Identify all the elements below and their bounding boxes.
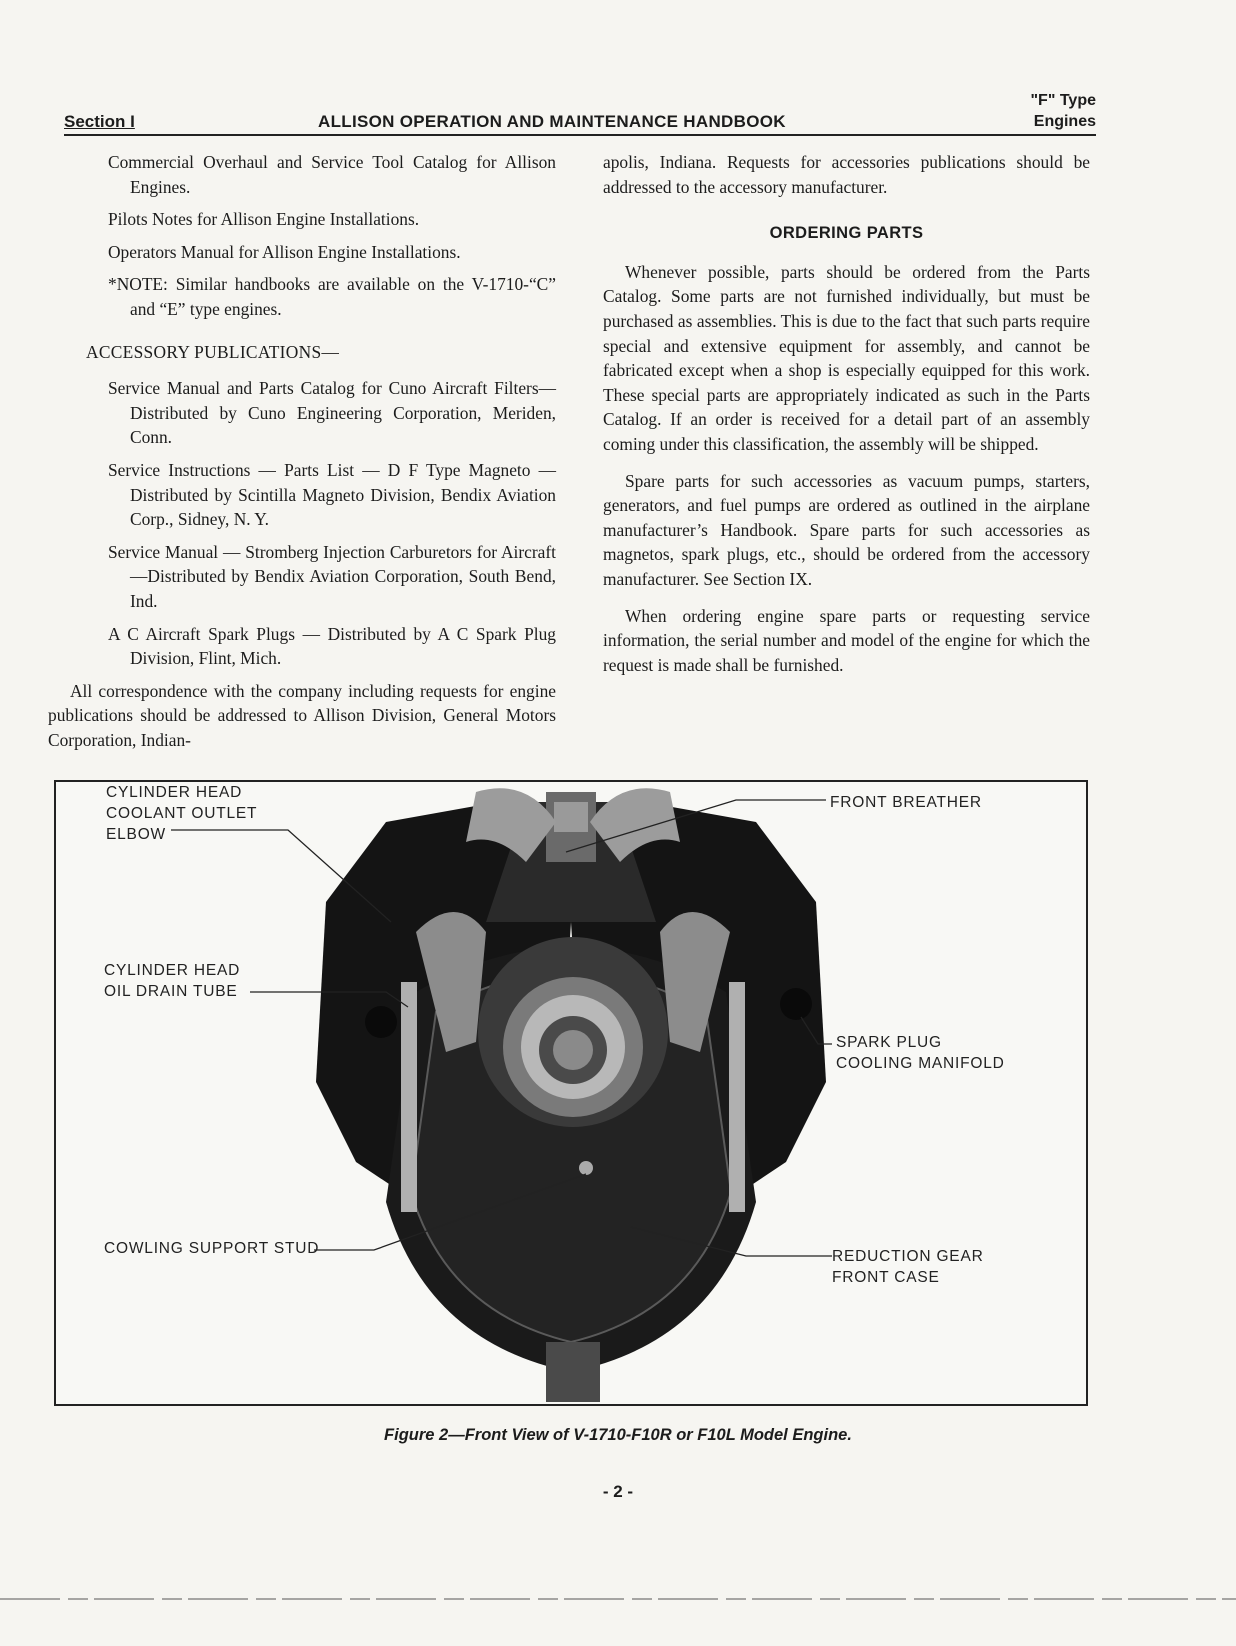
engine-type-line2: Engines (1033, 113, 1096, 130)
engine-photo (316, 788, 826, 1402)
section-label: Section I (64, 112, 135, 131)
header-rule (64, 134, 1096, 136)
callout-line: COOLANT OUTLET (106, 805, 258, 822)
ordering-parts-heading: ORDERING PARTS (769, 224, 924, 243)
correspondence-paragraph: All correspondence with the company including requests for engine publications should be addressed to Allison Division, General Motors Corporation, Indian- (48, 680, 556, 750)
continuation-paragraph: apolis, Indiana. Requests for accessories publications should be addressed to the accessory manufacturer. (603, 152, 1090, 197)
engine-figure (54, 780, 1088, 1406)
callout-line: FRONT CASE (832, 1269, 940, 1286)
handbook-title: ALLISON OPERATION AND MAINTENANCE HANDBOOK (318, 112, 786, 131)
scan-border-line (0, 1598, 1236, 1600)
list-item: Service Manual and Parts Catalog for Cuno Aircraft Filters—Distributed by Cuno Engineering Corporation, Meriden, Conn. (108, 378, 556, 448)
callout-line: CYLINDER HEAD (104, 962, 241, 979)
callout-line: CYLINDER HEAD (106, 784, 243, 801)
callout-reduction-gear-front-case (832, 1246, 984, 1288)
list-item: Service Instructions — Parts List — D F Type Magneto — Distributed by Scintilla Magneto Division, Bendix Aviation Corp., Sidney, N. Y. (108, 459, 556, 530)
accessory-publications-heading: ACCESSORY PUBLICATIONS— (86, 341, 340, 362)
callout-cowling-support-stud: COWLING SUPPORT STUD (104, 1240, 320, 1257)
list-item: Pilots Notes for Allison Engine Installations. (108, 209, 420, 230)
engine-illustration (56, 782, 1090, 1408)
callout-spark-plug-cooling-manifold (836, 1032, 1005, 1074)
right-column (603, 150, 1090, 689)
engine-type-line1: "F" Type (1030, 92, 1096, 109)
list-item: A C Aircraft Spark Plugs — Distributed by A C Spark Plug Division, Flint, Mich. (108, 623, 556, 669)
page-number: - 2 - (602, 1482, 634, 1501)
list-item: Commercial Overhaul and Service Tool Catalog for Allison Engines. (108, 152, 556, 197)
paragraph: Spare parts for such accessories as vacuum pumps, starters, generators, and fuel pumps are ordered as outlined in the airplane manufacturer’s Handbook. Spare parts for such accessories as magnetos, spark plugs, etc., should be ordered from the accessory manufacturer. See Section IX. (603, 470, 1090, 589)
engine-type-label (1030, 90, 1096, 132)
paragraph: When ordering engine spare parts or requesting service information, the serial number and model of the engine for which the request is made shall be furnished. (603, 605, 1090, 675)
figure-caption: Figure 2—Front View of V-1710-F10R or F10L Model Engine. (384, 1426, 852, 1444)
callout-line: REDUCTION GEAR (832, 1248, 984, 1265)
callout-line: COOLING MANIFOLD (836, 1055, 1005, 1072)
callout-line: SPARK PLUG (836, 1034, 942, 1051)
list-item: Operators Manual for Allison Engine Installations. (108, 241, 461, 262)
list-item: Service Manual — Stromberg Injection Carburetors for Aircraft—Distributed by Bendix Aviation Corporation, South Bend, Ind. (108, 541, 556, 611)
note-item: *NOTE: Similar handbooks are available on the V-1710-“C” and “E” type engines. (108, 274, 556, 319)
paragraph: Whenever possible, parts should be ordered from the Parts Catalog. Some parts are not furnished individually, but must be purchased as assemblies. This is due to the fact that such parts require special and extensive equipment for assembly, and cannot be fabricated except when a shop is especially equipped for this work. These special parts are appropriately indicated as such in the Parts Catalog. If an order is received for a detail part of an assembly coming under this classification, the assembly will be shipped. (603, 261, 1090, 454)
callout-oil-drain-tube (104, 960, 240, 1002)
callout-coolant-outlet-elbow (106, 782, 257, 845)
callout-line: OIL DRAIN TUBE (104, 983, 238, 1000)
callout-front-breather: FRONT BREATHER (830, 794, 982, 811)
left-column (48, 150, 556, 760)
page-header (64, 92, 1096, 136)
callout-line: ELBOW (106, 826, 166, 843)
